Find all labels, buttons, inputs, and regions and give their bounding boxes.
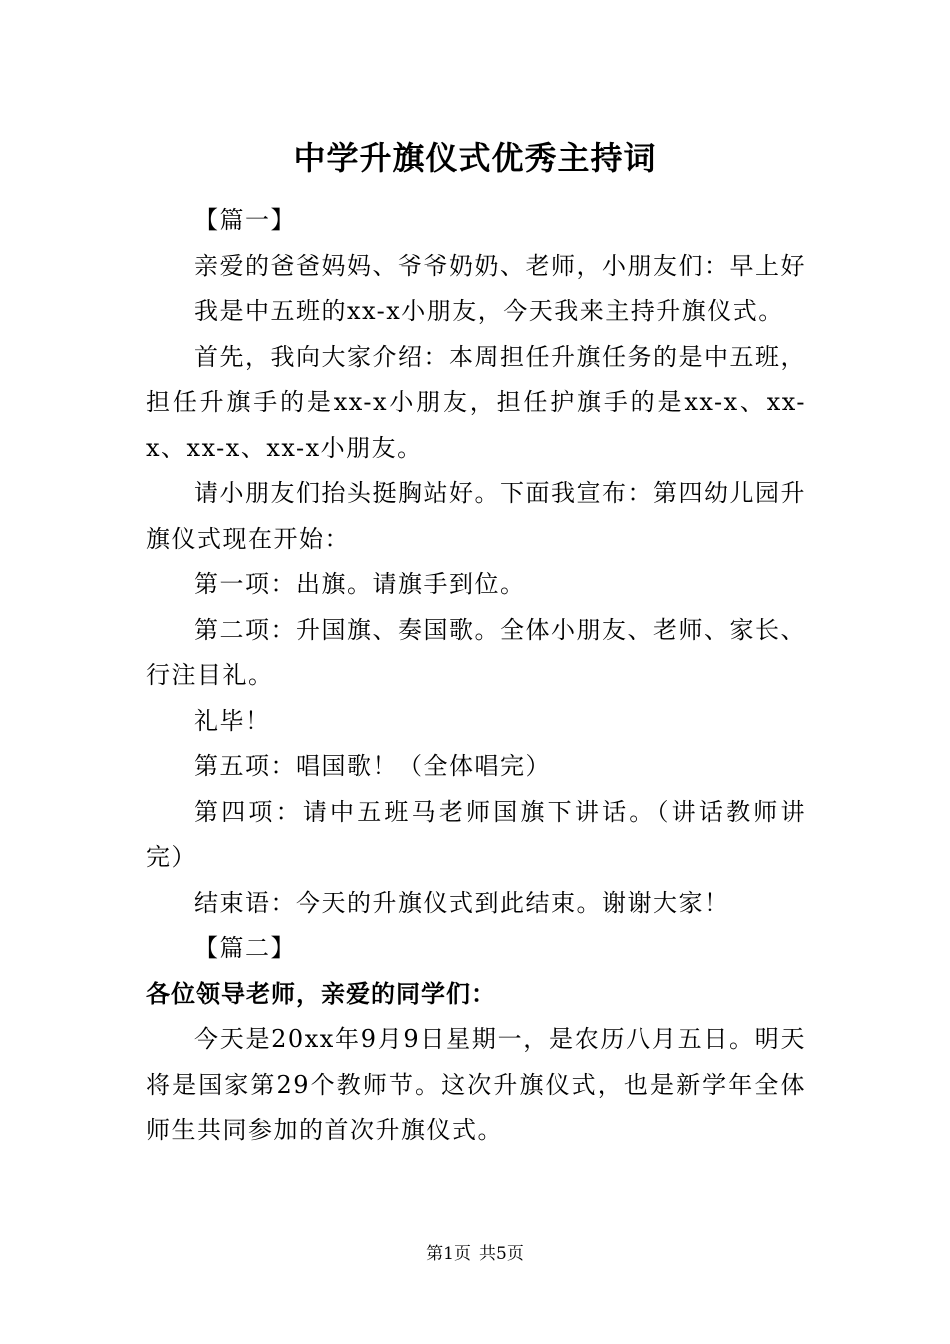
paragraph: 首先，我向大家介绍：本周担任升旗任务的是中五班，担任升旗手的是xx-x小朋友，担任护旗手的是xx-x、xx-x、xx-x、xx-x小朋友。	[146, 342, 806, 462]
salutation: 各位领导老师，亲爱的同学们：	[146, 979, 496, 1008]
section-heading-1: 【篇一】	[194, 206, 296, 234]
document-title: 中学升旗仪式优秀主持词	[293, 139, 657, 177]
paragraph: 第二项：升国旗、奏国歌。全体小朋友、老师、家长、行注目礼。	[146, 615, 806, 689]
paragraph: 我是中五班的xx-x小朋友，今天我来主持升旗仪式。	[194, 297, 784, 325]
paragraph: 礼毕！	[194, 706, 271, 735]
paragraph: 今天是20xx年9月9日星期一，是农历八月五日。明天将是国家第29个教师节。这次升旗仪式，也是新学年全体师生共同参加的首次升旗仪式。	[146, 1025, 806, 1144]
section-heading-2: 【篇二】	[194, 934, 296, 962]
page-number: 第1页	[426, 1244, 471, 1264]
paragraph: 请小朋友们抬头挺胸站好。下面我宣布：第四幼儿园升旗仪式现在开始：	[146, 479, 806, 553]
paragraph: 亲爱的爸爸妈妈、爷爷奶奶、老师，小朋友们：早上好	[194, 251, 806, 280]
page-total: 共5页	[479, 1244, 524, 1264]
paragraph: 第一项：出旗。请旗手到位。	[194, 570, 526, 598]
paragraph: 第五项：唱国歌！（全体唱完）	[194, 752, 551, 780]
document-body	[146, 198, 806, 1154]
paragraph: 结束语：今天的升旗仪式到此结束。谢谢大家！	[194, 888, 730, 917]
page-footer	[0, 1242, 950, 1266]
paragraph: 第四项：请中五班马老师国旗下讲话。（讲话教师讲完）	[146, 797, 806, 871]
